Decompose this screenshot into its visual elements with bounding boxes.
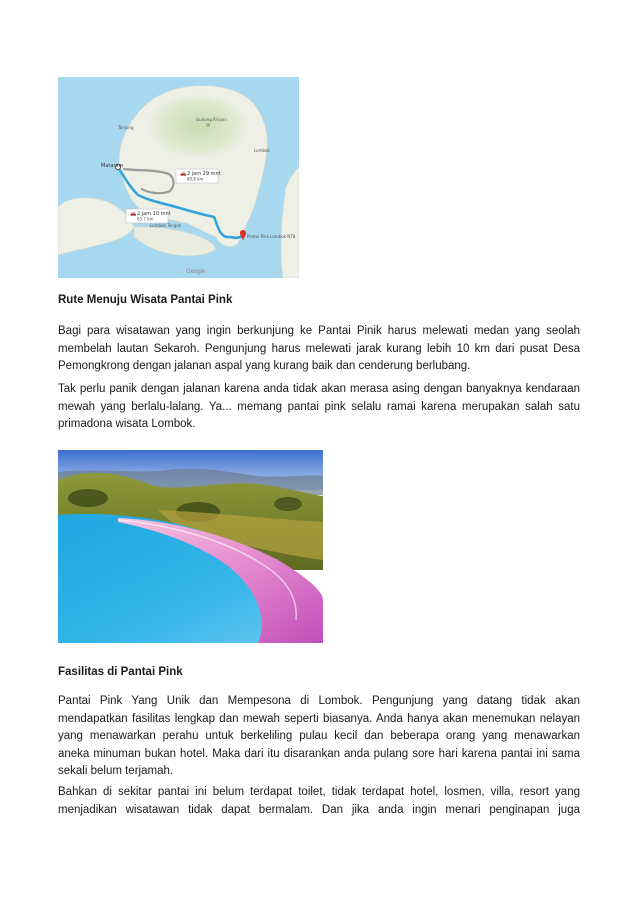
paragraph-line: sekali belum terjamah. <box>58 765 174 778</box>
paragraph-facilities-2 <box>58 784 580 819</box>
paragraph-line: Bahkan di sekitar pantai ini belum terdapat toilet, tidak terdapat hotel, losmen, villa, resort yang <box>58 786 580 798</box>
route-map <box>58 77 299 278</box>
section-heading-facilities: Fasilitas di Pantai Pink <box>58 666 183 678</box>
label-lombok-tengah: Lombok Tengah <box>150 223 182 228</box>
paragraph-line: Pantai Pink Yang Unik dan Mempesona di Lombok. Pengunjung yang datang tidak akan <box>58 695 580 707</box>
label-destination: Pantai Pink Lombok NTB <box>247 234 296 239</box>
alt-route-time: 2 jam 29 mnt <box>187 171 221 177</box>
alt-route-info-box[interactable] <box>176 169 221 183</box>
label-east-town: Lombok <box>254 148 270 153</box>
pink-beach-photo <box>58 450 323 643</box>
paragraph-route-1 <box>58 323 580 376</box>
paragraph-line: membelah lautan Sekaroh. Pengunjung harus melewati jarak kurang lebih 10 km dari pusat Desa <box>58 342 580 355</box>
paragraph-line: yang menawarkan perahu untuk berkeliling pulau kecil dan beberapa orang yang menawarkan <box>58 730 580 743</box>
google-logo: Google <box>186 269 206 275</box>
paragraph-route-2 <box>58 381 580 434</box>
paragraph-line: Tak perlu panik dengan jalanan karena anda tidak akan merasa asing dengan banyaknya kendaraan <box>58 383 580 395</box>
tree-cluster <box>68 489 108 507</box>
paragraph-line: Pemongkrong dengan jalanan aspal yang kurang baik dan cenderung berlubang. <box>58 360 471 373</box>
tree-cluster <box>274 497 302 511</box>
pink-beach-illustration <box>58 450 323 643</box>
section-heading-route: Rute Menuju Wisata Pantai Pink <box>58 294 233 306</box>
label-summit: Gunung Rinjani <box>196 117 227 122</box>
paragraph-line: Bagi para wisatawan yang ingin berkunjung ke Pantai Pinik harus melewati medan yang seolah <box>58 325 580 337</box>
paragraph-line: mendapatkan fasilitas lengkap dan mewah seperti biasanya. Anda hanya akan menemukan nelayan <box>58 712 580 725</box>
primary-route-distance: 65,7 km <box>137 216 154 222</box>
alt-route-distance: 80,8 km <box>187 176 204 182</box>
paragraph-line: menjadikan wisatawan tidak dapat bermalam. Dan jika anda ingin menari penginapan juga <box>58 803 580 816</box>
label-mataram: Mataram <box>101 163 124 169</box>
primary-route-time: 2 jam 10 mnt <box>137 211 171 217</box>
paragraph-facilities-1 <box>58 693 580 781</box>
label-north-town: Tanjung <box>118 125 134 130</box>
rinjani-highland <box>146 95 250 163</box>
summit-marker <box>206 123 210 127</box>
route-map-image <box>58 77 299 278</box>
car-icon: 🚗 <box>180 171 187 177</box>
car-icon: 🚗 <box>130 211 137 217</box>
primary-route-info-box[interactable] <box>126 209 171 223</box>
paragraph-line: mewah yang berlalu-lalang. Ya... memang pantai pink selalu ramai karena merupakan salah satu <box>58 400 580 413</box>
paragraph-line: primadona wisata Lombok. <box>58 418 196 431</box>
paragraph-line: aneka minuman bukan hotel. Maka dari itu disarankan anda pulang sore hari karena pantai ini sama <box>58 747 580 760</box>
